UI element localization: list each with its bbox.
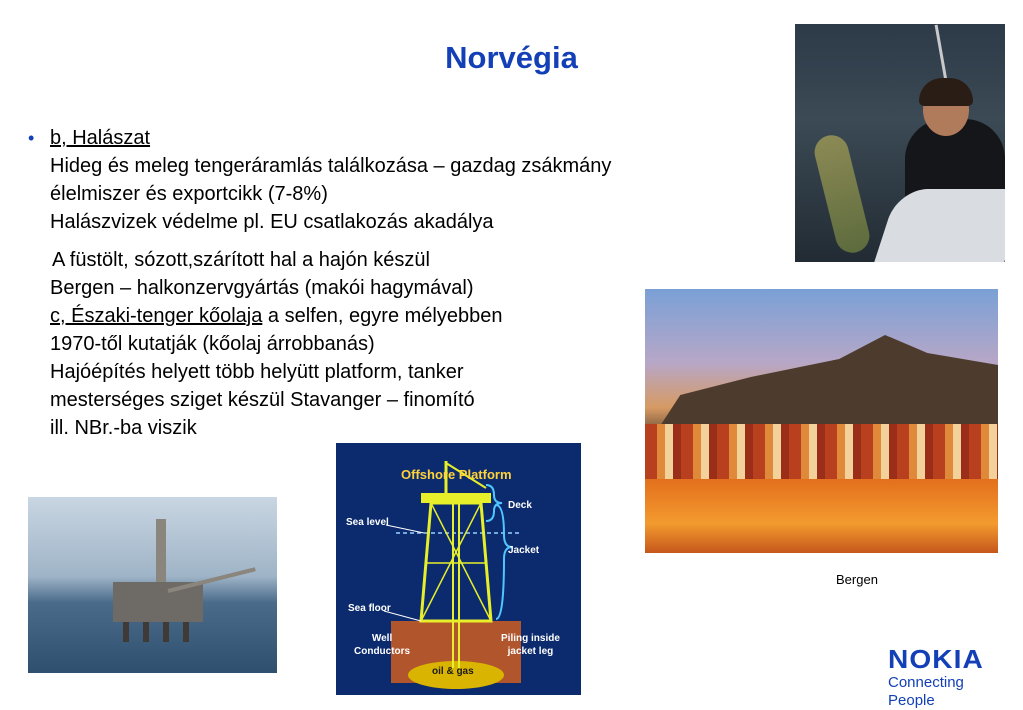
slide-title: Norvégia: [445, 40, 578, 75]
offshore-rig-photo: [28, 497, 277, 673]
text-line: mesterséges sziget készül Stavanger – finomító: [50, 389, 475, 411]
well-conductors-line2: Conductors: [354, 646, 411, 657]
jacket-frame: [421, 503, 491, 621]
jacket-label: Jacket: [508, 545, 540, 556]
fish: [811, 132, 873, 257]
fisherman-photo: [795, 24, 1005, 262]
bergen-caption: Bergen: [836, 572, 878, 587]
fisherman-hair: [919, 78, 973, 106]
oil-text: a selfen, egyre mélyebben: [262, 305, 503, 327]
text-line: ill. NBr.-ba viszik: [50, 417, 197, 439]
well-conductors-label: [354, 632, 410, 658]
piling-line2: jacket leg: [507, 646, 554, 657]
rig-boom: [168, 567, 256, 593]
piling-label: [501, 632, 560, 658]
slide-body: [28, 124, 612, 442]
offshore-platform-diagram: [336, 443, 581, 695]
sea-floor-label: Sea floor: [348, 603, 391, 614]
rig-legs: [123, 622, 193, 642]
fishing-heading: b, Halászat: [50, 127, 151, 149]
boat: [872, 189, 1005, 262]
harbor-houses: [645, 424, 998, 479]
nokia-logo: [888, 646, 1006, 710]
text-line: Bergen – halkonzervgyártás (makói hagymával): [50, 277, 474, 299]
harbor-water: [645, 479, 998, 553]
well-conductors-line1: Well: [371, 633, 393, 644]
deck-shape: [421, 493, 491, 503]
text-line: Hajóépítés helyett több helyütt platform, tanker: [50, 361, 464, 383]
oil-gas-label: oil & gas: [432, 666, 474, 677]
text-line: A füstölt, sózott,szárított hal a hajón készül: [52, 249, 430, 271]
jacket-bracket: [496, 505, 512, 619]
text-line: 1970-től kutatják (kőolaj árrobbanás): [50, 333, 375, 355]
rig-derrick: [156, 519, 166, 584]
text-line: Halászvizek védelme pl. EU csatlakozás akadálya: [50, 211, 494, 233]
text-line: Hideg és meleg tengeráramlás találkozása – gazdag zsákmány: [50, 155, 612, 177]
nokia-wordmark: NOKIA: [888, 644, 984, 674]
oil-heading: c, Északi-tenger kőolaja: [50, 305, 263, 327]
sea-level-leader: [386, 525, 424, 533]
deck-label: Deck: [508, 500, 532, 511]
sea-level-label: Sea level: [346, 517, 389, 528]
rig-deck: [113, 582, 203, 622]
bullet-marker: •: [28, 128, 35, 148]
diagram-title: Offshore Platform: [401, 467, 512, 482]
nokia-tagline: Connecting People: [888, 674, 964, 709]
piling-line1: Piling inside: [501, 633, 560, 644]
bergen-photo: [645, 289, 998, 553]
text-line: élelmiszer és exportcikk (7-8%): [50, 183, 328, 205]
oil-line: [50, 302, 611, 330]
